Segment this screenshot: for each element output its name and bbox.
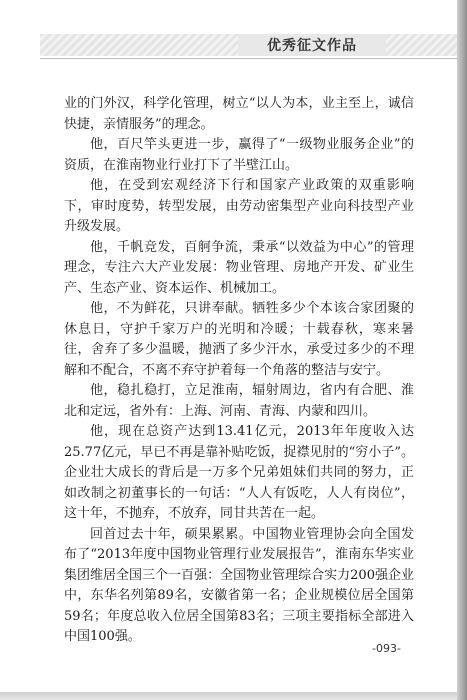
footer-rule [0, 692, 457, 700]
paragraph: 他，千帆竞发，百舸争流，秉承“以效益为中心”的管理理念，专注六大产业发展：物业管理、房地产开发、矿业生产、生态产业、资本运作、机械加工。 [64, 239, 414, 296]
section-title: 优秀征文作品 [238, 34, 386, 56]
paragraph: 他，百尺竿头更进一步，赢得了“一级物业服务企业”的资质，在淮南物业行业打下了半壁江山。 [64, 137, 414, 173]
paragraph: 他，现在总资产达到13.41亿元，2013年年度收入达25.77亿元，早已不再是靠补贴吃饭，捉襟见肘的“穷小子”。企业壮大成长的背后是一万多个兄弟姐妹们共同的努力，正如改制之初董事长的一句话：“人人有饭吃，人人有岗位”，这十年，不抛弃，不放弃，同甘共苦在一起。 [64, 424, 414, 521]
paragraph: 他，不为鲜花，只讲奉献。牺牲多少个本该合家团聚的休息日，守护千家万户的光明和冷暖；十载春秋，寒来暑往，舍弃了多少温暖，抛洒了多少汗水，承受过多少的不理解和不配合，不离不弃守护着每一个角落的整洁与安宁。 [64, 301, 414, 378]
paragraph: 回首过去十年，硕果累累。中国物业管理协会向全国发布了“2013年度中国物业管理行业发展报告”，淮南东华实业集团维居全国三个一百强：全国物业管理综合实力200强企业中，东华名列第89名，安徽省第一名；企业规模位居全国第59名；年度总收入位居全国第83名；三项主要指标全部进入中国100强。 [64, 526, 414, 644]
page-number: -093- [372, 642, 401, 655]
paragraph: 业的门外汉，科学化管理，树立“以人为本，业主至上，诚信快捷，亲情服务”的理念。 [64, 96, 414, 132]
footer-band [0, 676, 457, 692]
page-edge-shadow [457, 0, 467, 700]
paragraph: 他，在受到宏观经济下行和国家产业政策的双重影响下，审时度势，转型发展，由劳动密集型产业向科技型产业升级发展。 [64, 178, 414, 234]
body-text [64, 94, 414, 648]
header-rule [40, 58, 457, 59]
paragraph: 他，稳扎稳打，立足淮南，辐射周边，省内有合肥、淮北和定远，省外有：上海、河南、青海、内蒙和四川。 [64, 383, 414, 419]
